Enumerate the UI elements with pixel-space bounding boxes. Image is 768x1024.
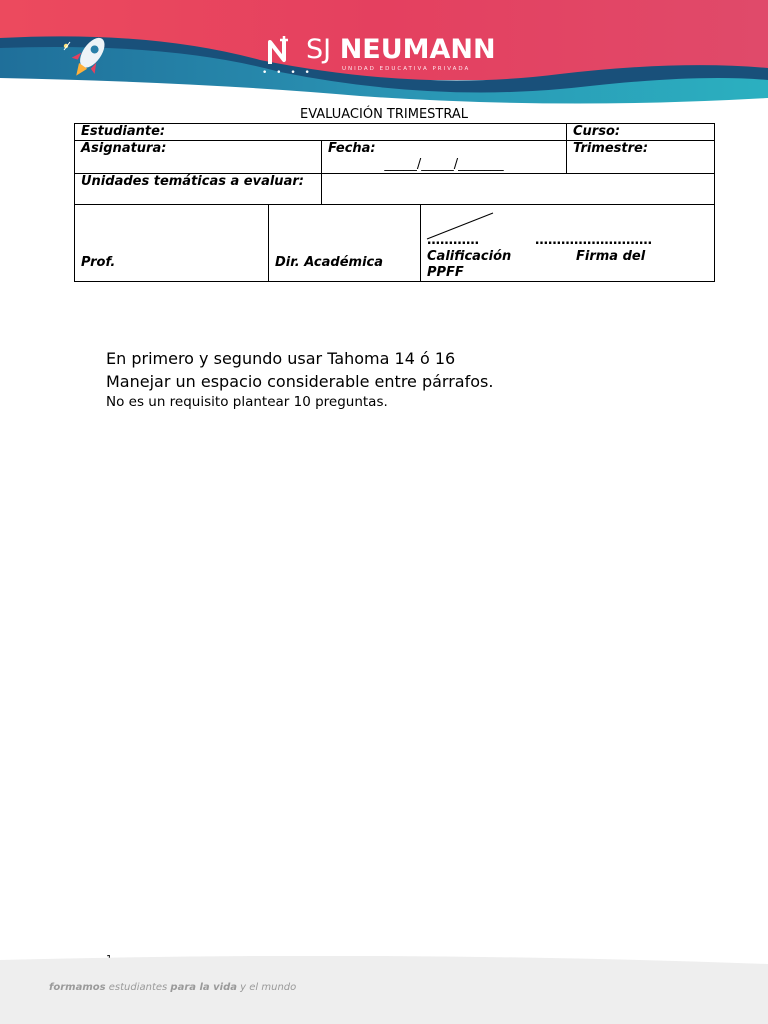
date-field[interactable] [322, 141, 567, 174]
footer-tagline [49, 982, 296, 993]
grade-dots: ………… [427, 233, 479, 248]
cross-logo-icon [262, 34, 302, 68]
tagline-part1: formamos [49, 982, 106, 993]
course-field[interactable] [567, 124, 715, 141]
date-label: Fecha: [328, 141, 376, 156]
document-title: EVALUACIÓN TRIMESTRAL [299, 107, 469, 122]
date-blank: _____/_____/_______ [384, 157, 504, 172]
signature-dots: ……………………… [535, 233, 652, 248]
subject-field[interactable] [75, 141, 322, 174]
parents-label: PPFF [427, 265, 464, 280]
note-questions: No es un requisito plantear 10 preguntas. [106, 394, 388, 410]
tagline-part2: estudiantes [105, 982, 171, 993]
units-label-cell [75, 174, 322, 205]
brand-dots: • • • • [262, 68, 313, 78]
prof-label: Prof. [81, 255, 116, 270]
term-label: Trimestre: [573, 141, 649, 156]
director-label: Dir. Académica [275, 255, 384, 270]
student-info-table [74, 123, 715, 282]
rocket-icon [60, 28, 118, 84]
grade-signature-cell[interactable] [421, 205, 715, 282]
student-label: Estudiante: [81, 124, 166, 139]
grade-label: Calificación [427, 249, 512, 264]
subject-label: Asignatura: [81, 141, 167, 156]
units-label: Unidades temáticas a evaluar: [81, 174, 304, 189]
prof-signature-cell[interactable] [75, 205, 269, 282]
instructions [106, 347, 493, 411]
tagline-part4: y el mundo [237, 982, 297, 993]
signature-label: Firma del [576, 249, 646, 264]
student-field[interactable] [75, 124, 567, 141]
note-font: En primero y segundo usar Tahoma 14 ó 16 [106, 349, 456, 368]
tagline-part3: para la vida [170, 982, 237, 993]
brand-name [306, 34, 496, 66]
brand-wordmark: NEUMANN [339, 34, 496, 65]
brand-prefix: SJ [306, 34, 332, 65]
director-signature-cell[interactable] [269, 205, 421, 282]
note-spacing: Manejar un espacio considerable entre párrafos. [106, 372, 494, 391]
course-label: Curso: [573, 124, 621, 139]
school-logo [262, 30, 512, 80]
brand-subtitle: UNIDAD EDUCATIVA PRIVADA [342, 66, 471, 72]
term-field[interactable] [567, 141, 715, 174]
units-field[interactable] [322, 174, 715, 205]
